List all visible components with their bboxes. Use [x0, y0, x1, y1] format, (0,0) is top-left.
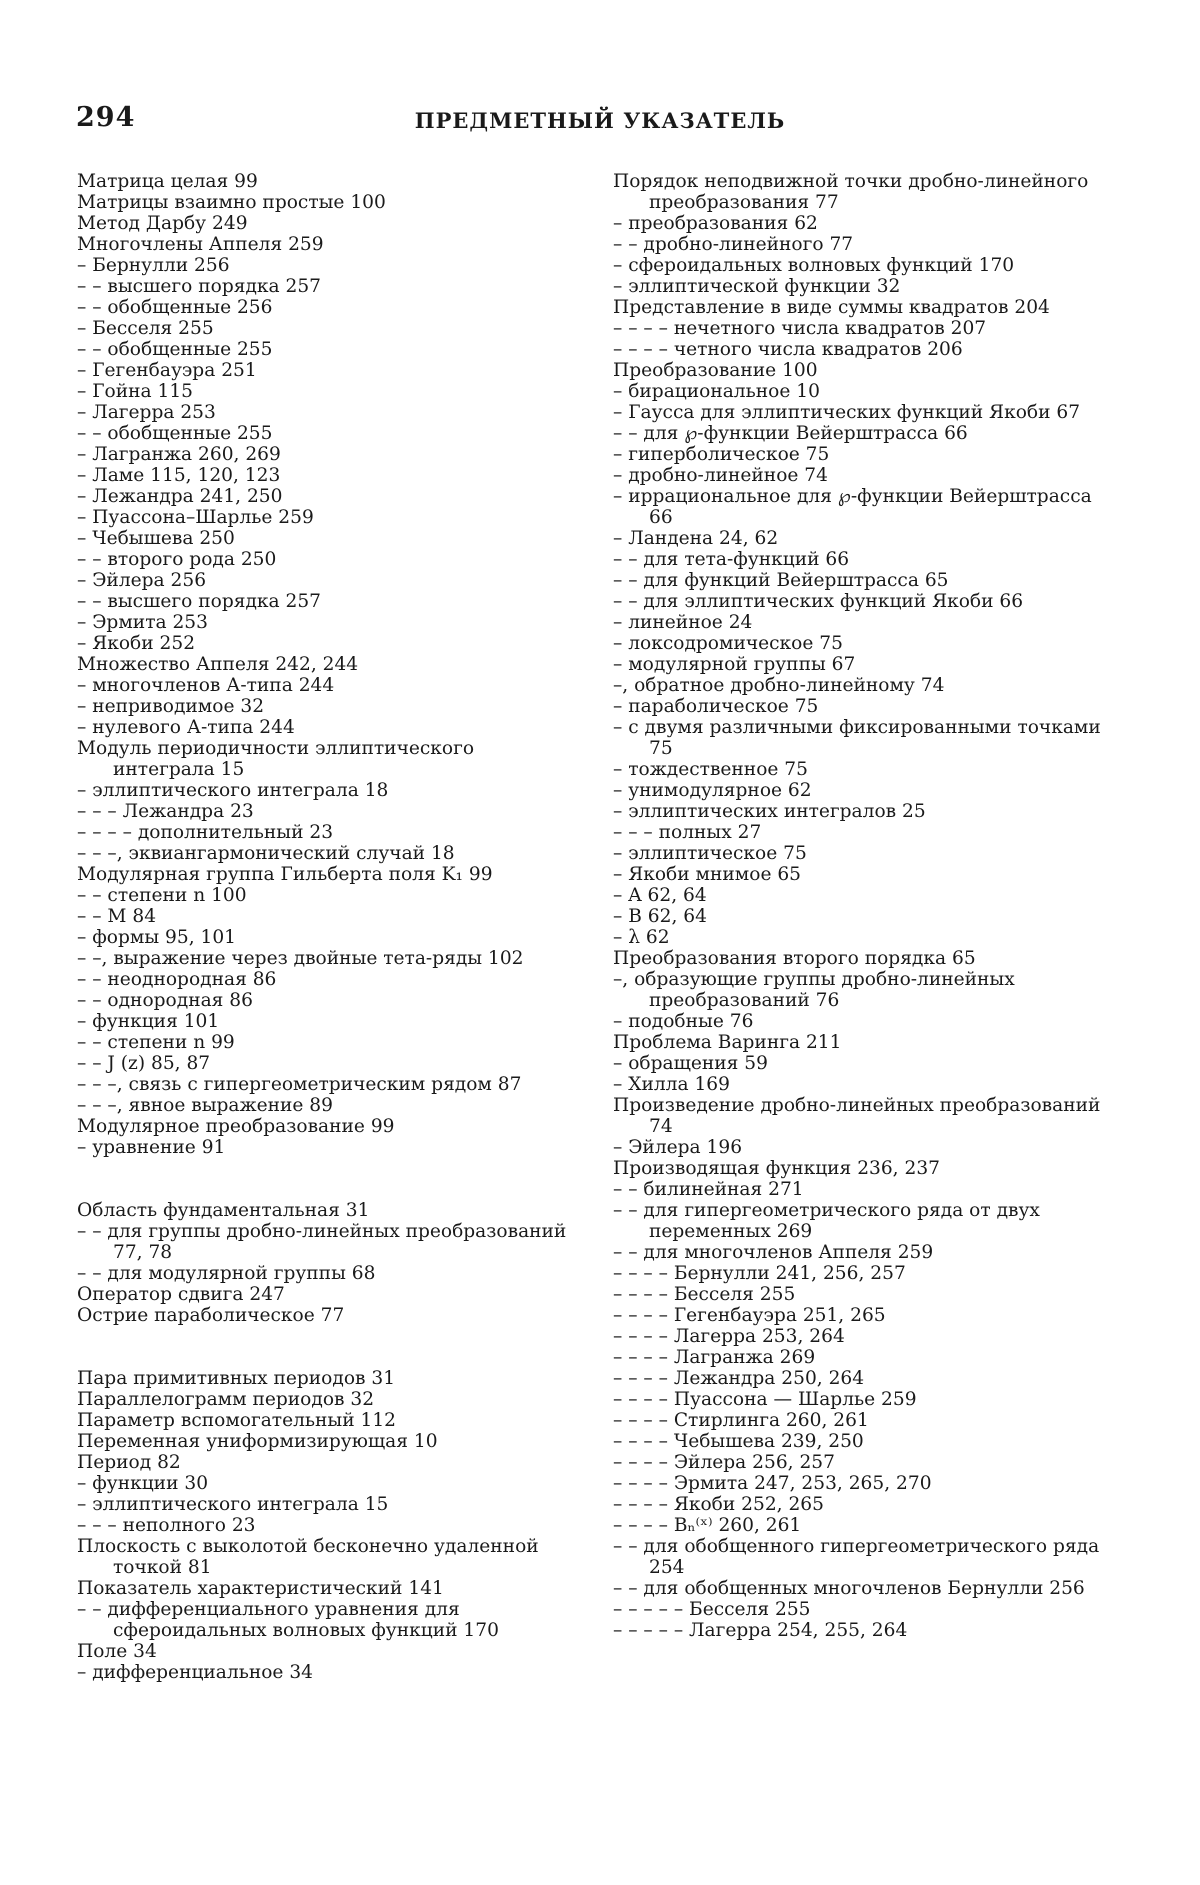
section-gap: [77, 1326, 577, 1347]
index-entry: – A 62, 64: [613, 885, 707, 906]
index-entry: – уравнение 91: [77, 1137, 226, 1158]
index-entry: –, образующие группы дробно-линейных преобразований 76: [613, 969, 1015, 1011]
index-entry: Поле 34: [77, 1641, 157, 1662]
index-entry: – сфероидальных волновых функций 170: [613, 255, 1015, 276]
index-entry: – – – – Эйлера 256, 257: [613, 1452, 835, 1473]
index-entry: Представление в виде суммы квадратов 204: [613, 297, 1050, 318]
index-entry: – – – – дополнительный 23: [77, 822, 334, 843]
index-entry: – неприводимое 32: [77, 696, 265, 717]
index-entry: – – дробно-линейного 77: [613, 234, 854, 255]
index-column-left: [77, 171, 577, 1683]
index-entry: – Эйлера 256: [77, 570, 207, 591]
index-entry: – Лагранжа 260, 269: [77, 444, 281, 465]
index-entry: – Гойна 115: [77, 381, 193, 402]
index-entry: – – второго рода 250: [77, 549, 277, 570]
index-entry: Плоскость с выколотой бесконечно удаленной точкой 81: [77, 1536, 539, 1578]
index-entry: – локсодромическое 75: [613, 633, 843, 654]
index-entry: – – – – – Лагерра 254, 255, 264: [613, 1620, 908, 1641]
index-entry: – – – – Пуассона — Шарлье 259: [613, 1389, 917, 1410]
section-gap: [77, 1179, 577, 1200]
index-entry: – – степени n 99: [77, 1032, 235, 1053]
index-entry: – – – – Bₙ⁽ˣ⁾ 260, 261: [613, 1515, 802, 1536]
index-entry: – – – – Якоби 252, 265: [613, 1494, 824, 1515]
index-entry: Порядок неподвижной точки дробно-линейного преобразования 77: [613, 171, 1089, 213]
index-entry: – Чебышева 250: [77, 528, 235, 549]
index-entry: – – для функций Вейерштрасса 65: [613, 570, 949, 591]
index-entry: – Ландена 24, 62: [613, 528, 779, 549]
index-entry: – гиперболическое 75: [613, 444, 830, 465]
index-entry: Область фундаментальная 31: [77, 1200, 370, 1221]
index-column-right: [613, 171, 1118, 1641]
index-entry: Множество Аппеля 242, 244: [77, 654, 359, 675]
index-entry: – Эйлера 196: [613, 1137, 743, 1158]
index-entry: – – – – Гегенбауэра 251, 265: [613, 1305, 886, 1326]
index-entry: – эллиптического интеграла 18: [77, 780, 389, 801]
index-entry: – подобные 76: [613, 1011, 754, 1032]
index-entry: – функции 30: [77, 1473, 209, 1494]
index-entry: – – – – Эрмита 247, 253, 265, 270: [613, 1473, 932, 1494]
index-entry: – – –, связь с гипергеометрическим рядом 87: [77, 1074, 522, 1095]
index-entry: Параллелограмм периодов 32: [77, 1389, 375, 1410]
index-entry: Проблема Варинга 211: [613, 1032, 842, 1053]
index-entry: Модулярное преобразование 99: [77, 1116, 395, 1137]
index-entry: – – – Лежандра 23: [77, 801, 254, 822]
index-entry: – Бернулли 256: [77, 255, 230, 276]
index-entry: Период 82: [77, 1452, 181, 1473]
index-entry: – Якоби мнимое 65: [613, 864, 802, 885]
index-entry: – – – полных 27: [613, 822, 762, 843]
index-entry: – иррациональное для ℘-функции Вейерштрасса 66: [613, 486, 1092, 528]
index-entry: – – для обобщенных многочленов Бернулли 256: [613, 1578, 1085, 1599]
index-entry: – формы 95, 101: [77, 927, 237, 948]
index-entry: Матрицы взаимно простые 100: [77, 192, 386, 213]
index-entry: – – обобщенные 256: [77, 297, 273, 318]
index-entry: – тождественное 75: [613, 759, 808, 780]
index-entry: – бирациональное 10: [613, 381, 820, 402]
index-entry: – линейное 24: [613, 612, 753, 633]
index-entry: Произведение дробно-линейных преобразований 74: [613, 1095, 1101, 1137]
index-entry: – Якоби 252: [77, 633, 196, 654]
index-entry: – – для эллиптических функций Якоби 66: [613, 591, 1024, 612]
index-entry: Оператор сдвига 247: [77, 1284, 285, 1305]
index-entry: – эллиптических интегралов 25: [613, 801, 926, 822]
index-entry: – – – – Лежандра 250, 264: [613, 1368, 865, 1389]
index-entry: – функция 101: [77, 1011, 220, 1032]
index-entry: – – для группы дробно-линейных преобразований 77, 78: [77, 1221, 567, 1263]
index-entry: – –, выражение через двойные тета-ряды 102: [77, 948, 524, 969]
index-entry: – λ 62: [613, 927, 670, 948]
index-entry: Острие параболическое 77: [77, 1305, 345, 1326]
index-entry: – Гегенбауэра 251: [77, 360, 257, 381]
index-entry: – – – – Чебышева 239, 250: [613, 1431, 864, 1452]
index-entry: Матрица целая 99: [77, 171, 258, 192]
index-entry: – преобразования 62: [613, 213, 818, 234]
index-entry: Модулярная группа Гильберта поля K₁ 99: [77, 864, 493, 885]
index-entry: – – для ℘-функции Вейерштрасса 66: [613, 423, 968, 444]
index-entry: – – M 84: [77, 906, 157, 927]
index-entry: – – неоднородная 86: [77, 969, 277, 990]
index-entry: – – высшего порядка 257: [77, 591, 322, 612]
index-entry: – – высшего порядка 257: [77, 276, 322, 297]
index-entry: – – для модулярной группы 68: [77, 1263, 376, 1284]
index-entry: – – – – Лагерра 253, 264: [613, 1326, 845, 1347]
index-entry: Преобразования второго порядка 65: [613, 948, 976, 969]
index-entry: Производящая функция 236, 237: [613, 1158, 940, 1179]
index-entry: – – – – Бернулли 241, 256, 257: [613, 1263, 906, 1284]
index-entry: – с двумя различными фиксированными точками 75: [613, 717, 1101, 759]
index-entry: – Пуассона–Шарлье 259: [77, 507, 314, 528]
index-entry: – – – – Лагранжа 269: [613, 1347, 816, 1368]
index-entry: – – дифференциального уравнения для сфероидальных волновых функций 170: [77, 1599, 499, 1641]
index-entry: – – – – четного числа квадратов 206: [613, 339, 963, 360]
index-entry: – – – – нечетного числа квадратов 207: [613, 318, 987, 339]
index-entry: – – –, эквиангармонический случай 18: [77, 843, 455, 864]
index-entry: – – J (z) 85, 87: [77, 1053, 211, 1074]
index-entry: – – обобщенные 255: [77, 339, 273, 360]
page-number: 294: [76, 102, 136, 133]
index-entry: Преобразование 100: [613, 360, 818, 381]
index-entry: – Эрмита 253: [77, 612, 208, 633]
index-entry: – эллиптическое 75: [613, 843, 807, 864]
running-title: ПРЕДМЕТНЫЙ УКАЗАТЕЛЬ: [414, 108, 786, 133]
index-entry: – эллиптической функции 32: [613, 276, 901, 297]
index-entry: – B 62, 64: [613, 906, 707, 927]
index-entry: – – – – Бесселя 255: [613, 1284, 796, 1305]
index-entry: – Лагерра 253: [77, 402, 216, 423]
index-entry: – нулевого А-типа 244: [77, 717, 295, 738]
index-entry: Показатель характеристический 141: [77, 1578, 444, 1599]
index-entry: – унимодулярное 62: [613, 780, 812, 801]
index-entry: – – – – Стирлинга 260, 261: [613, 1410, 869, 1431]
index-entry: Метод Дарбу 249: [77, 213, 248, 234]
index-entry: – – для гипергеометрического ряда от двух переменных 269: [613, 1200, 1040, 1242]
index-entry: – – билинейная 271: [613, 1179, 804, 1200]
index-entry: – – –, явное выражение 89: [77, 1095, 333, 1116]
index-entry: – – – неполного 23: [77, 1515, 256, 1536]
index-entry: – дробно-линейное 74: [613, 465, 828, 486]
index-entry: – многочленов А-типа 244: [77, 675, 335, 696]
index-entry: – Ламе 115, 120, 123: [77, 465, 281, 486]
index-entry: – Хилла 169: [613, 1074, 730, 1095]
section-gap: [77, 1347, 577, 1368]
index-entry: Модуль периодичности эллиптического интеграла 15: [77, 738, 475, 780]
index-entry: – модулярной группы 67: [613, 654, 856, 675]
index-entry: – – для обобщенного гипергеометрического ряда 254: [613, 1536, 1100, 1578]
index-entry: – эллиптического интеграла 15: [77, 1494, 389, 1515]
index-entry: – дифференциальное 34: [77, 1662, 313, 1683]
index-entry: Многочлены Аппеля 259: [77, 234, 324, 255]
index-entry: Переменная униформизирующая 10: [77, 1431, 438, 1452]
index-entry: –, обратное дробно-линейному 74: [613, 675, 945, 696]
index-entry: – Бесселя 255: [77, 318, 214, 339]
index-entry: Пара примитивных периодов 31: [77, 1368, 396, 1389]
index-entry: – – для многочленов Аппеля 259: [613, 1242, 934, 1263]
index-entry: – – обобщенные 255: [77, 423, 273, 444]
index-entry: – параболическое 75: [613, 696, 819, 717]
index-entry: – – – – – Бесселя 255: [613, 1599, 811, 1620]
index-entry: – Лежандра 241, 250: [77, 486, 283, 507]
index-entry: – обращения 59: [613, 1053, 768, 1074]
index-entry: – – однородная 86: [77, 990, 253, 1011]
section-gap: [77, 1158, 577, 1179]
index-entry: – – для тета-функций 66: [613, 549, 850, 570]
index-entry: – – степени n 100: [77, 885, 247, 906]
index-entry: Параметр вспомогательный 112: [77, 1410, 397, 1431]
index-entry: – Гаусса для эллиптических функций Якоби 67: [613, 402, 1081, 423]
